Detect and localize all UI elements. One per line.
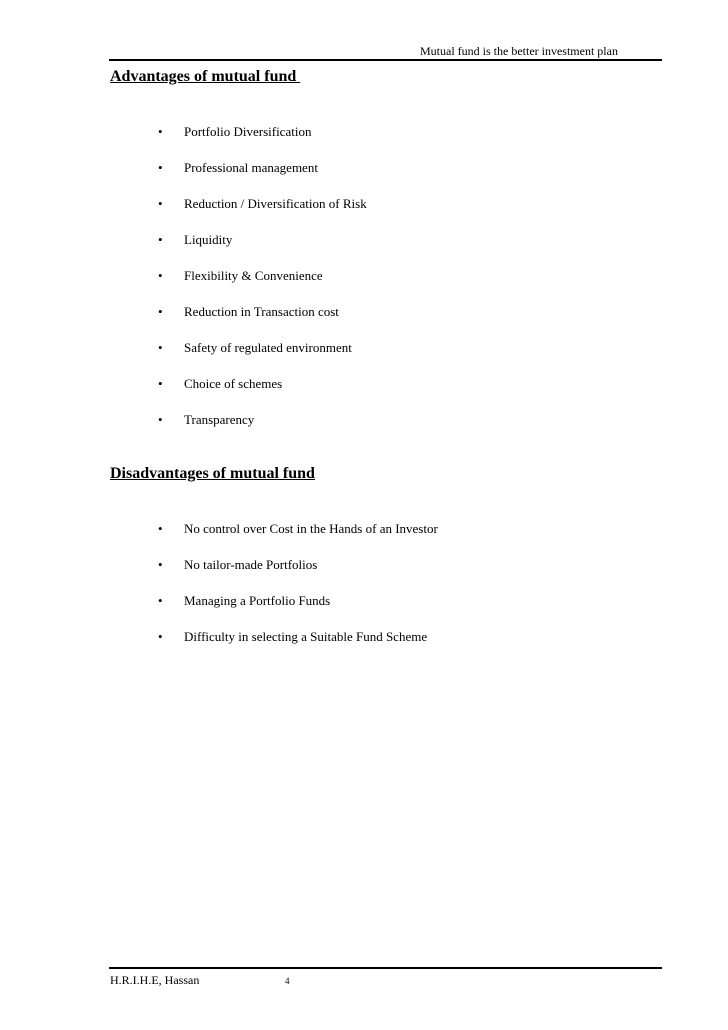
footer-rule [109,967,662,969]
list-item [158,376,367,412]
advantages-heading: Advantages of mutual fund [110,68,301,85]
list-item-text: Reduction in Transaction cost [184,304,339,319]
bullet-icon: • [158,593,163,608]
disadvantages-heading: Disadvantages of mutual fund [110,465,315,482]
bullet-icon: • [158,196,163,211]
list-item-text: Managing a Portfolio Funds [184,593,331,608]
bullet-icon: • [158,629,163,644]
footer-author: H.R.I.H.E, Hassan [110,973,200,987]
bullet-icon: • [158,160,163,175]
bullet-icon: • [158,268,163,283]
bullet-icon: • [158,124,163,139]
bullet-icon: • [158,340,163,355]
header-rule [109,59,662,61]
list-item-text: Safety of regulated environment [184,340,352,355]
list-item-text: Reduction / Diversification of Risk [184,196,367,211]
list-item-text: No control over Cost in the Hands of an Investor [184,521,438,536]
list-item [158,160,367,196]
running-header: Mutual fund is the better investment plan [420,44,618,58]
list-item [158,196,367,232]
bullet-icon: • [158,521,163,536]
list-item [158,232,367,268]
bullet-icon: • [158,304,163,319]
list-item [158,629,438,665]
list-item [158,412,367,448]
page-number: 4 [285,976,290,986]
bullet-icon: • [158,232,163,247]
list-item [158,557,438,593]
list-item [158,593,438,629]
bullet-icon: • [158,412,163,427]
list-item-text: Transparency [184,412,255,427]
list-item [158,268,367,304]
list-item-text: Professional management [184,160,318,175]
list-item-text: No tailor-made Portfolios [184,557,318,572]
list-item [158,521,438,557]
list-item-text: Flexibility & Convenience [184,268,323,283]
bullet-icon: • [158,557,163,572]
bullet-icon: • [158,376,163,391]
advantages-list [158,124,367,448]
list-item-text: Portfolio Diversification [184,124,312,139]
list-item [158,304,367,340]
list-item [158,340,367,376]
list-item-text: Liquidity [184,232,233,247]
list-item-text: Choice of schemes [184,376,283,391]
list-item [158,124,367,160]
disadvantages-list [158,521,438,665]
list-item-text: Difficulty in selecting a Suitable Fund Scheme [184,629,428,644]
